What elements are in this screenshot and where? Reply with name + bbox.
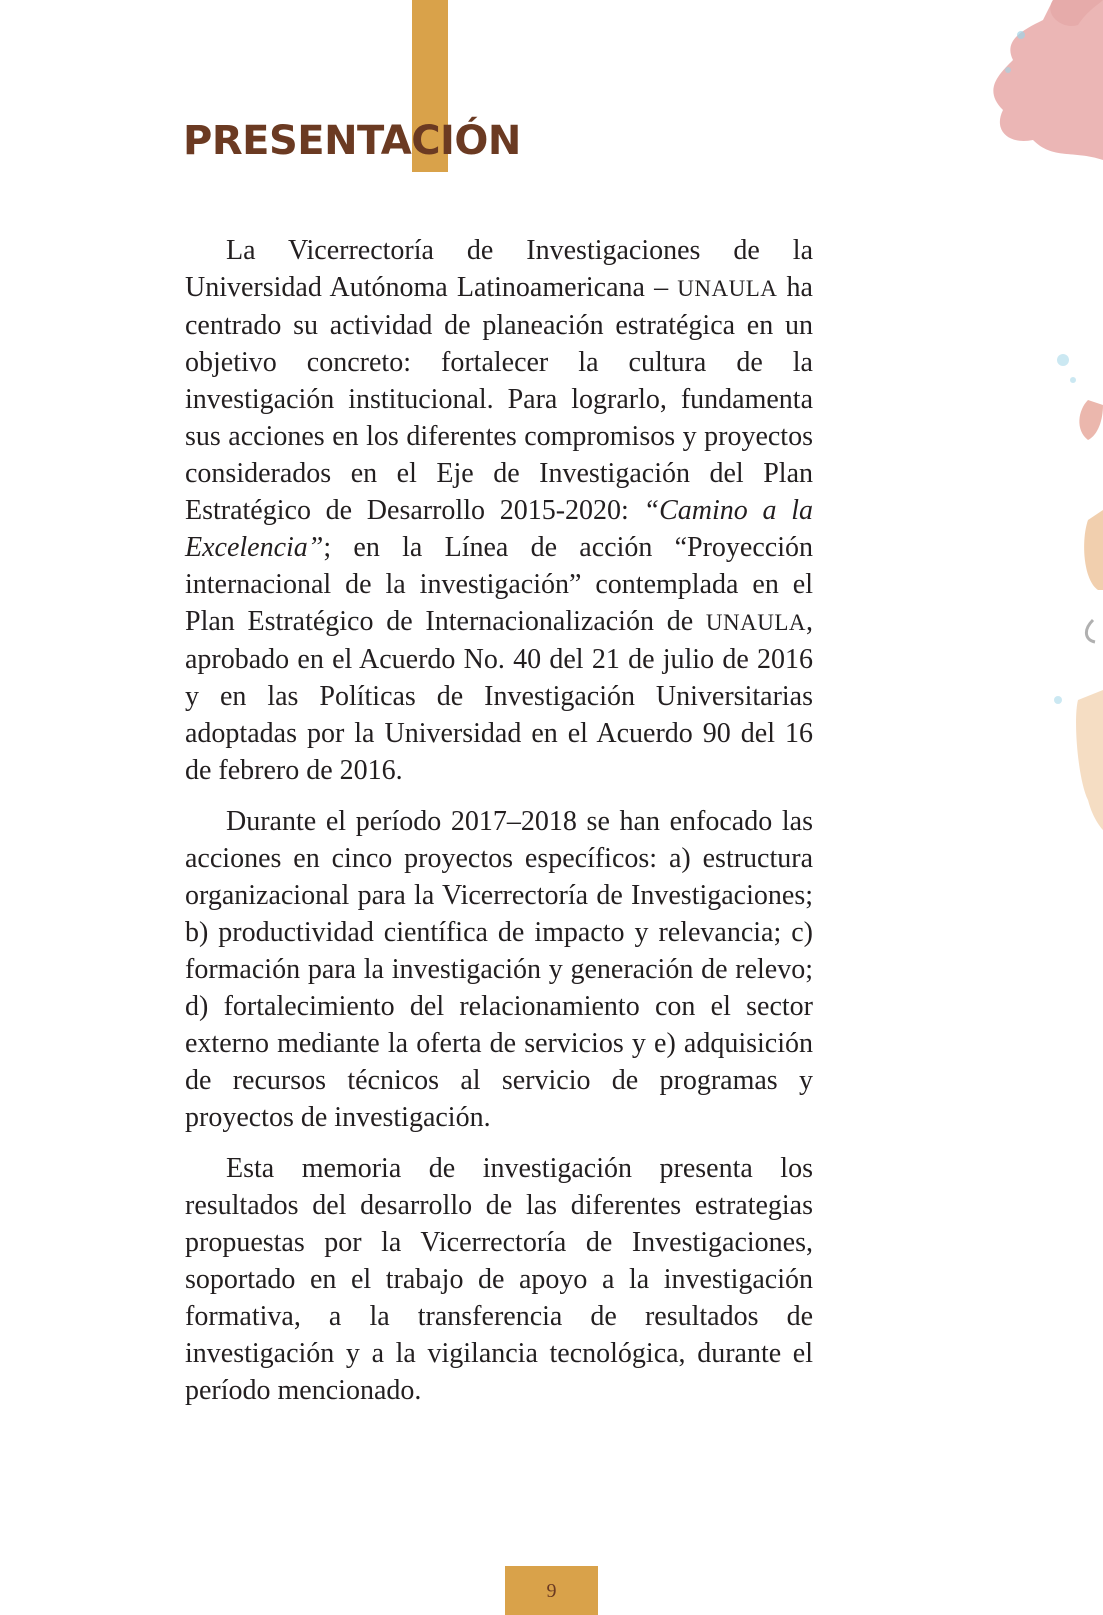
paragraph-3: Esta memoria de investigación presenta los resultados del desarrollo de las diferentes estrategias propuestas por la Vicerrectoría de Investigaciones, soportado en el trabajo de apoyo a la investigación formativa, a la transferencia de resultados de investigación y a la vigilancia tecnológica, durante el período mencionado. [185,1153,813,1406]
paragraph-1-part-4: , aprobado en el Acuerdo No. 40 del 21 de julio de 2016 y en las Políticas de Investigación Universitarias adoptadas por la Universidad en el Acuerdo 90 del 16 de febrero de 2016. [185,606,813,786]
paragraph-1-italic: “Camino a la Excelencia” [185,495,813,563]
page-number: 9 [546,1580,557,1602]
watercolor-splash-decoration [903,0,1103,900]
paragraph-2: Durante el período 2017–2018 se han enfocado las acciones en cinco proyectos específicos: a) estructura organizacional para la Vicerrectoría de Investigaciones; b) productividad científica de impacto y relevancia; c) formación para la investigación y generación de relevo; d) fortalecimiento del relacionamiento con el sector externo mediante la oferta de servicios y e) adquisición de recursos técnicos al servicio de programas y proyectos de investigación. [185,806,813,1133]
paragraph-1-abbr-2: UNAULA [705,610,806,635]
paragraph-1-part-1: La Vicerrectoría de Investigaciones de la Universidad Autónoma Latinoamericana – [185,235,813,303]
paragraph-1 [185,232,813,789]
page-title: PRESENTACIÓN [183,118,521,164]
paragraph-1-part-3: ; en la Línea de acción “Proyección internacional de la investigación” contemplada en el Plan Estratégico de Internacionalización de [185,532,813,637]
paragraph-1-abbr-1: UNAULA [677,276,778,301]
page-number-box [505,1566,598,1615]
body-text [185,232,813,1423]
paragraph-1-part-2: ha centrado su actividad de planeación estratégica en un objetivo concreto: fortalecer la cultura de la investigación institucional. Para lograrlo, fundamenta sus acciones en los diferentes compromisos y proyectos considerados en el Eje de Investigación del Plan Estratégico de Desarrollo 2015-2020: [185,272,813,526]
